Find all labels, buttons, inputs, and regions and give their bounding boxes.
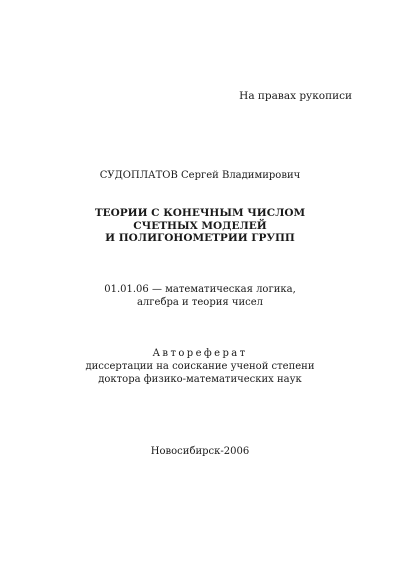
degree-description (0, 361, 400, 386)
author-name: СУДОПЛАТОВ Сергей Владимирович (99, 170, 301, 181)
specialty-line: 01.01.06 — математическая логика, (104, 284, 296, 295)
specialty-code (0, 284, 400, 309)
degree-line: диссертации на соискание ученой степени (85, 361, 315, 372)
thesis-title (0, 207, 400, 245)
rights-note: На правах рукописи (239, 90, 352, 102)
thesis-title-line: И ПОЛИГОНОМЕТРИИ ГРУПП (105, 232, 295, 244)
specialty-line: алгебра и теория чисел (136, 296, 264, 308)
thesis-title-line: ТЕОРИИ С КОНЕЧНЫМ ЧИСЛОМ (94, 207, 306, 219)
place-and-year: Новосибирск-2006 (150, 446, 250, 457)
abstract-heading: Автореферат (152, 348, 248, 359)
thesis-title-line: СЧЕТНЫХ МОДЕЛЕЙ (133, 219, 267, 232)
degree-line: доктора физико-математических наук (98, 373, 302, 385)
